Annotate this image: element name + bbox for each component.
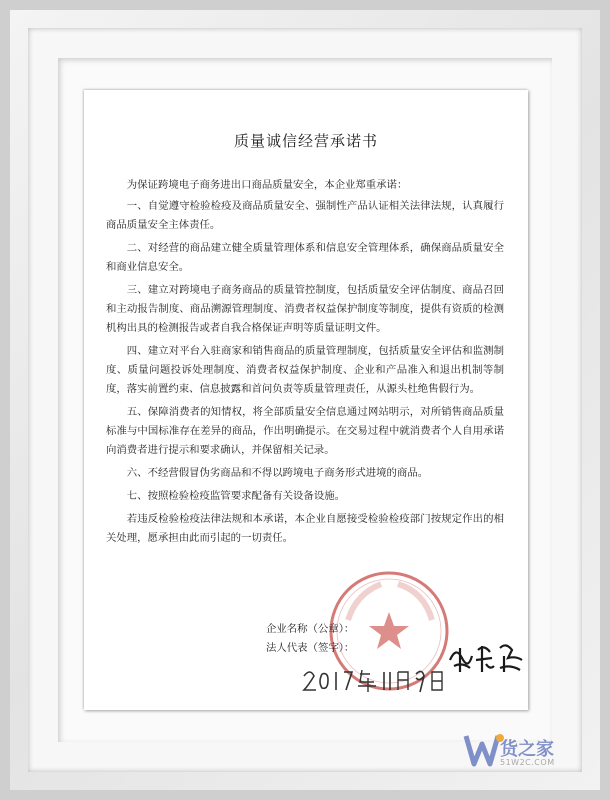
- company-name-label: 企业名称（公章）：: [266, 623, 355, 635]
- watermark-domain: 51W2C.COM: [500, 758, 555, 767]
- legal-rep-label: 法人代表（签字）：: [266, 642, 355, 654]
- document-paper: [84, 90, 528, 710]
- document-title: 质量诚信经营承诺书: [233, 132, 378, 150]
- clause-paragraph: 二、对经营的商品建立健全质量管理体系和信息安全管理体系，确保商品质量安全和商业信息安全。: [106, 242, 504, 273]
- watermark-brand: 货之家: [500, 739, 554, 760]
- clause-paragraph: 若违反检验检疫法律法规和本承诺，本企业自愿接受检验检疫部门按规定作出的相关处理，愿承担由此而引起的一切责任。: [106, 513, 504, 544]
- clause-paragraph: 七、按照检验检疫监管要求配备有关设备设施。: [126, 490, 345, 502]
- intro-paragraph: 为保证跨境电子商务进出口商品质量安全，本企业郑重承诺：: [126, 179, 408, 191]
- document-body: [106, 176, 504, 552]
- clause-paragraph: 三、建立对跨境电子商务商品的质量管控制度，包括质量安全评估制度、商品召回和主动报告制度、商品溯源管理制度、消费者权益保护制度等制度，提供有资质的检测机构出具的检测报告或者自我合格保证声明等质量证明文件。: [106, 284, 504, 334]
- clause-paragraph: 五、保障消费者的知情权，将全部质量安全信息通过网站明示，对所销售商品质量标准与中国标准存在差异的商品，作出明确提示。在交易过程中就消费者个人自用承诺向消费者进行提示和要求确认，并保留相关记录。: [106, 406, 504, 456]
- handwritten-date-icon: [298, 666, 448, 694]
- clause-paragraph: 四、建立对平台入驻商家和销售商品的质量管理制度，包括质量安全评估和监测制度、质量问题投诉处理制度、消费者权益保护制度、企业和产品准入和退出机制等制度，落实前置约束、信息披露和首问负责等质量管理责任，从源头杜绝售假行为。: [106, 345, 504, 395]
- clause-paragraph: 六、不经营假冒伪劣商品和不得以跨境电子商务形式进境的商品。: [126, 467, 429, 479]
- handwritten-signature-icon: [446, 638, 526, 678]
- clause-paragraph: 一、自觉遵守检验检疫及商品质量安全、强制性产品认证相关法律法规，认真履行商品质量安全主体责任。: [106, 200, 504, 231]
